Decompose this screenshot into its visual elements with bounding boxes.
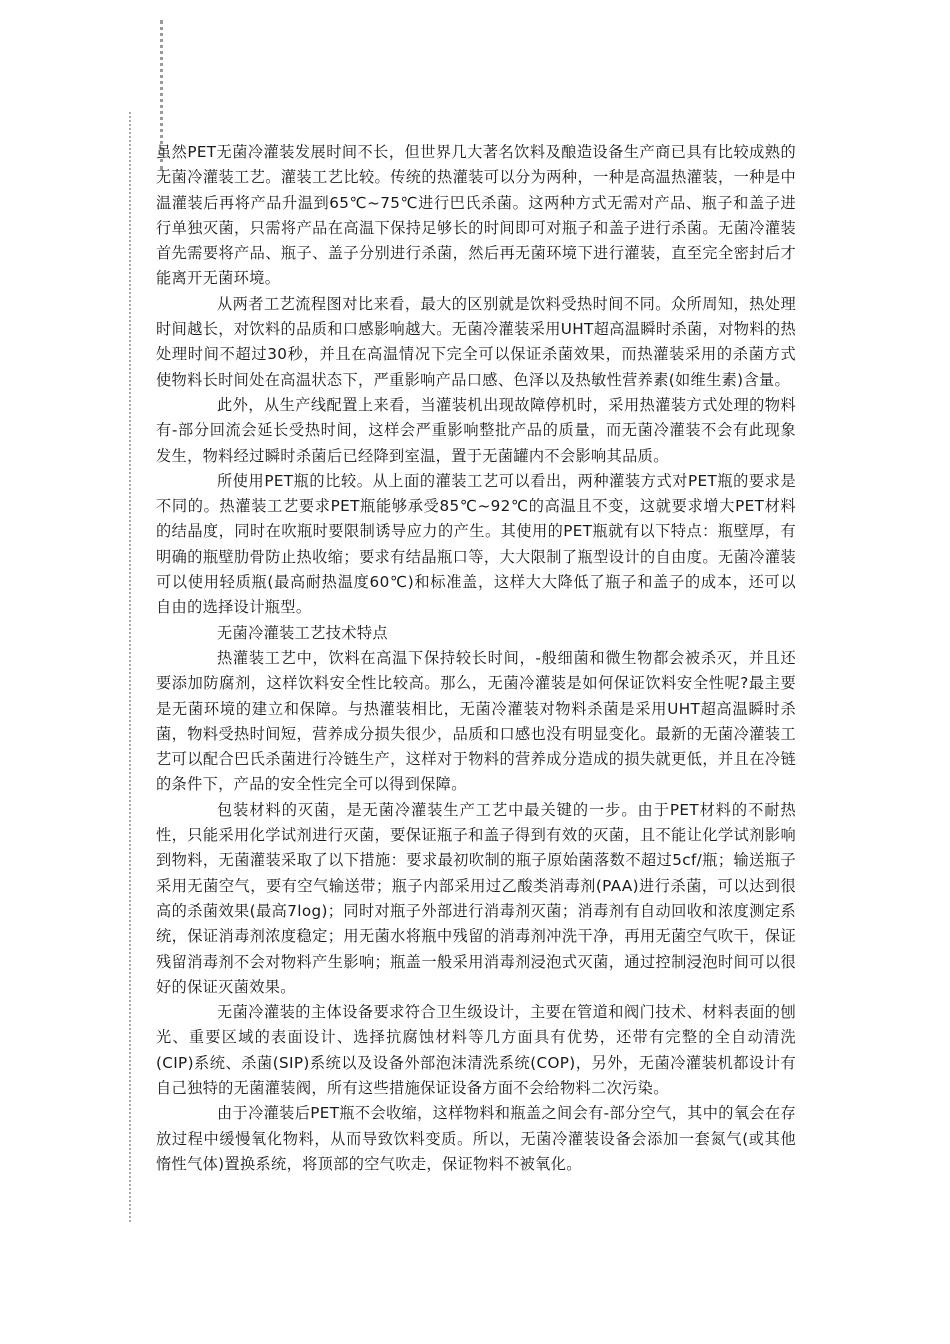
paragraph: 此外，从生产线配置上来看，当灌装机出现故障停机时，采用热灌装方式处理的物料有-部分回流会延长受热时间，这样会严重影响整批产品的质量，而无菌冷灌装不会有此现象发生，物料经过瞬时杀菌后已经降到室温，置于无菌罐内不会影响其品质。 [156,395,796,465]
paragraph: 由于冷灌装后PET瓶不会收缩，这样物料和瓶盖之间会有-部分空气，其中的氧会在存放过程中缓慢氧化物料，从而导致饮料变质。所以，无菌冷灌装设备会添加一套氮气(或其他惰性气体)置换系统，将顶部的空气吹走，保证物料不被氧化。 [156,1104,796,1173]
section-heading: 无菌冷灌装工艺技术特点 [217,623,388,642]
paragraph: 无菌冷灌装的主体设备要求符合卫生级设计，主要在管道和阀门技术、材料表面的刨光、重要区域的表面设计、选择抗腐蚀材料等几方面具有优势，还带有完整的全自动清洗(CIP)系统、杀菌(SIP)系统以及设备外部泡沫清洗系统(COP)，另外，无菌冷灌装机都设计有自己独特的无菌灌装阀，所有这些措施保证设备方面不会给物料二次污染。 [156,1003,796,1097]
document-body [156,140,796,1177]
paragraph: 所使用PET瓶的比较。从上面的灌装工艺可以看出，两种灌装方式对PET瓶的要求是不同的。热灌装工艺要求PET瓶能够承受85℃~92℃的高温且不变，这就要求增大PET材料的结晶度，同时在吹瓶时要限制诱导应力的产生。其使用的PET瓶就有以下特点：瓶壁厚，有明确的瓶壁肋骨防止热收缩；要求有结晶瓶口等，大大限制了瓶型设计的自由度。无菌冷灌装可以使用轻质瓶(最高耐热温度60℃)和标准盖，这样大大降低了瓶子和盖子的成本，还可以自由的选择设计瓶型。 [156,471,796,617]
binding-margin-left [129,112,131,1222]
paragraph: 包装材料的灭菌，是无菌冷灌装生产工艺中最关键的一步。由于PET材料的不耐热性，只能采用化学试剂进行灭菌，要保证瓶子和盖子得到有效的灭菌，且不能让化学试剂影响到物料，无菌灌装采取了以下措施：要求最初吹制的瓶子原始菌落数不超过5cf/瓶；输送瓶子采用无菌空气，要有空气输送带；瓶子内部采用过乙酸类消毒剂(PAA)进行杀菌，可以达到很高的杀菌效果(最高7log)；同时对瓶子外部进行消毒剂灭菌；消毒剂有自动回收和浓度测定系统，保证消毒剂浓度稳定；用无菌水将瓶中残留的消毒剂冲洗干净，再用无菌空气吹干，保证残留消毒剂不会对物料产生影响；瓶盖一般采用消毒剂浸泡式灭菌，通过控制浸泡时间可以很好的保证灭菌效果。 [156,800,796,996]
paragraph: 从两者工艺流程图对比来看，最大的区别就是饮料受热时间不同。众所周知，热处理时间越长，对饮料的品质和口感影响越大。无菌冷灌装采用UHT超高温瞬时杀菌，对物料的热处理时间不超过30秒，并且在高温情况下完全可以保证杀菌效果，而热灌装采用的杀菌方式使物料长时间处在高温状态下，严重影响产品口感、色泽以及热敏性营养素(如维生素)含量。 [156,294,796,389]
paragraph: 虽然PET无菌冷灌装发展时间不长，但世界几大著名饮料及酿造设备生产商已具有比较成熟的无菌冷灌装工艺。灌装工艺比较。传统的热灌装可以分为两种，一种是高温热灌装，一种是中温灌装后再将产品升温到65℃~75℃进行巴氏杀菌。这两种方式无需对产品、瓶子和盖子进行单独灭菌，只需将产品在高温下保持足够长的时间即可对瓶子和盖子进行杀菌。无菌冷灌装首先需要将产品、瓶子、盖子分别进行杀菌，然后再无菌环境下进行灌装，直至完全密封后才能离开无菌环境。 [156,143,796,288]
paragraph: 热灌装工艺中，饮料在高温下保持较长时间，-般细菌和微生物都会被杀灭，并且还要添加防腐剂，这样饮料安全性比较高。那么，无菌冷灌装是如何保证饮料安全性呢?最主要是无菌环境的建立和保障。与热灌装相比，无菌冷灌装对物料杀菌是采用UHT超高温瞬时杀菌，物料受热时间短，营养成分损失很少，品质和口感也没有明显变化。最新的无菌冷灌装工艺可以配合巴氏杀菌进行冷链生产，这样对于物料的营养成分造成的损失就更低，并且在冷链的条件下，产品的安全性完全可以得到保障。 [156,648,796,794]
